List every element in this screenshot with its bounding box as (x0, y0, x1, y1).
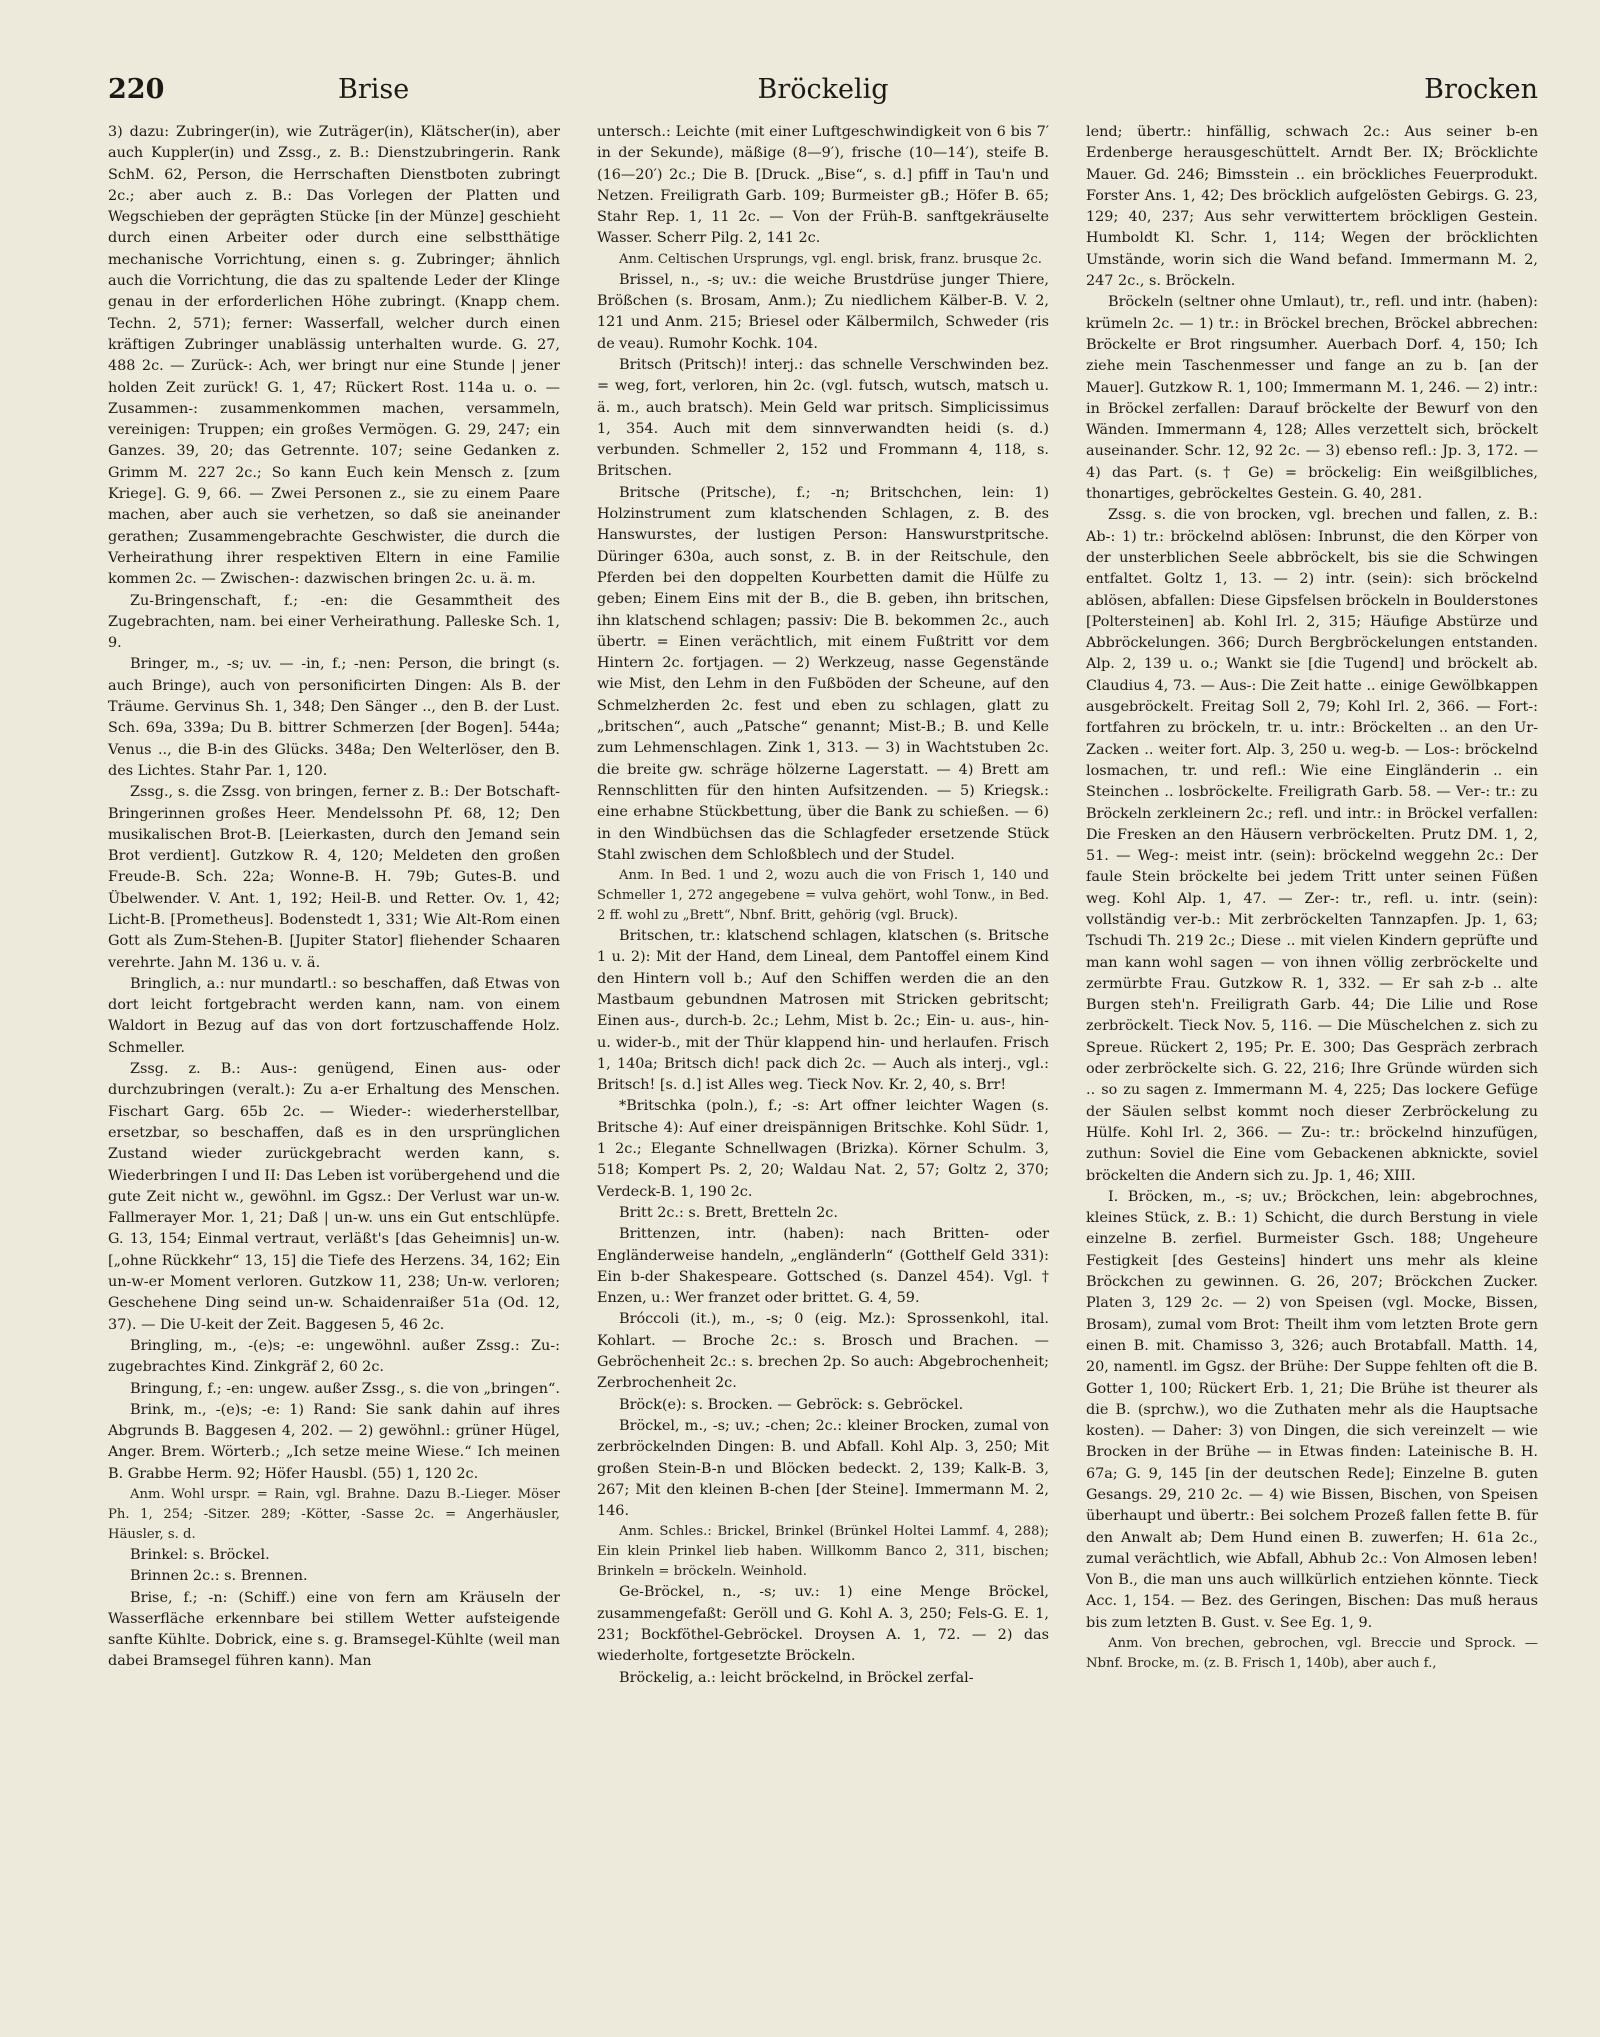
header-guide-word-right: Brocken (1424, 74, 1538, 105)
running-header (108, 74, 1538, 114)
dictionary-entry: Zssg., s. die Zssg. von bringen, ferner z. B.: Der Botschaft-Bringerinnen großes Heer. Mendelssohn Pf. 68, 12; Den musikalischen Brot-B. [Leierkasten, durch den Jemand sein Brot verdient]. Gutzkow R. 4, 120; Meldeten den großen Freude-B. Sch. 22a; Wonne-B. H. 79b; Gutes-B. und Übelwender. V. Ant. 1, 192; Heil-B. und Retter. Ov. 1, 42; Licht-B. [Prometheus]. Bodenstedt 1, 331; Wie Alt-Rom einen Gott als Zum-Stehen-B. [Jupiter Stator] fliehender Schaaren verehrte. Jahn M. 136 u. v. ä. (108, 784, 560, 971)
text-column-left (108, 122, 560, 1673)
dictionary-entry: Bröck(e): s. Brocken. — Gebröck: s. Gebröckel. (619, 1396, 964, 1413)
dictionary-entry: Brink, m., -(e)s; -e: 1) Rand: Sie sank dahin auf ihres Abgrunds B. Baggesen 4, 202. — 2) gewöhnl.: grüner Hügel, Anger. Brem. Wörterb.; „Ich setze meine Wiese.“ Ich meinen B. Grabbe Herm. 92; Höfer Hausbl. (55) 1, 120 2c. (108, 1401, 560, 1482)
dictionary-entry: Ge-Bröckel, n., -s; uv.: 1) eine Menge Bröckel, zusammengefaßt: Geröll und G. Kohl A. 3, 250; Fels-G. E. 1, 231; Bockföthel-Gebröckel. Droysen A. 1, 72. — 2) das wiederholte, fortgesetzte Bröckeln. (597, 1584, 1049, 1665)
dictionary-entry: Brinkel: s. Bröckel. (130, 1547, 270, 1563)
dictionary-entry: Zu-Bringenschaft, f.; -en: die Gesammtheit des Zugebrachten, nam. bei einer Verheirathung. Palleske Sch. 1, 9. (108, 592, 560, 652)
page-number: 220 (108, 74, 165, 105)
dictionary-entry: Zssg. s. die von brocken, vgl. brechen und fallen, z. B.: Ab-: 1) tr.: bröckelnd ablösen: Inbrunst, die den Körper von der unsterblichen Seele abbröckelt, bis sie die Schwingen entfaltet. Goltz 1, 13. — 2) intr. (sein): sich bröckelnd ablösen, abfallen: Diese Gipsfelsen bröckeln in Boulderstones [Poltersteinen] ab. Kohl Irl. 2, 315; Häufige Abstürze und Abbröckelungen. 366; Durch Bergbröckelungen entstanden. Alp. 2, 139 u. o.; Wankt sie [die Tugend] und bröckelt ab. Claudius 4, 73. — Aus-: Die Zeit hatte .. einige Gewölbkappen ausgebröckelt. Freitag Soll 2, 79; Kohl Irl. 2, 366. — Fort-: fortfahren zu bröckeln, tr. u. intr.: Bröckelten .. an den Ur-Zacken .. weiter fort. Alp. 3, 250 u. weg-b. — Los-: bröckelnd losmachen, tr. und refl.: Wie eine Eingländerin .. ein Steinchen .. losbröckelte. Freiligrath Garb. 58. — Ver-: tr.: zu Bröckeln zerkleinern 2c.; refl. und intr.: in Bröckel verfallen: Die Fresken an den Häusern verbröckelten. Prutz DM. 1, 2, 51. — Weg-: meist intr. (sein): bröckelnd weggehn 2c.: Der faule Stein bröckelte bei jedem Tritt unter seinen Füßen weg. Kohl Alp. 1, 47. — Zer-: tr., refl. u. intr. (sein): vollständig ver-b.: Mit zerbröckelten Tannzapfen. Jp. 1, 63; Tschudi Th. 219 2c.; Diese .. mit vielen Kindern geprüfte und man kann wohl sagen — von ihnen völlig zerbröckelte und zermürbte Frau. Gutzkow R. 1, 332. — Er sah z-b .. alte Burgen steh'n. Freiligrath Garb. 44; Die Lilie und Rose zerbröckelt. Tieck Nov. 5, 116. — Die Müschelchen z. sich zu Spreue. Rückert 2, 195; Pr. E. 300; Das Gespräch zerbrach oder zerbröckelte sich. G. 22, 216; Ihre Gründe würden sich .. so zu sagen z. Immermann M. 4, 225; Das lockere Gefüge der Säulen selbst kommt noch dieser Zerbröckelung zu Hülfe. Kohl Irl. 2, 366. — Zu-: tr.: bröckelnd hinzufügen, zuthun: Soviel die Eine vom Gebackenen abknickte, soviel bröckelten die Andern sich zu. Jp. 1, 46; XIII. (1086, 507, 1538, 1184)
dictionary-entry: Britsche (Pritsche), f.; -n; Britschchen, lein: 1) Holzinstrument zum klatschenden Schlagen, z. B. des Hanswurstes, der lustigen Person: Hanswurstpritsche. Düringer 630a, auch sonst, z. B. in der Reitschule, den Pferden bei den doppelten Kourbetten damit die Hülfe zu geben; Einem Eins mit der B., die B. geben, ihn britschen, ihn klatschend schlagen; passiv: Die B. bekommen 2c., auch übertr. = Einen verächtlich, mit einem Fußtritt vor dem Hintern 2c. fortjagen. — 2) Werkzeug, nasse Gegenstände wie Mist, den Lehm in den Fußböden der Scheune, auf den Schmelzherden 2c. fest und eben zu schlagen, glatt zu „britschen“, auch „Patsche“ genannt; Mist-B.; B. und Kelle zum Lehmenschlagen. Zink 1, 313. — 3) in Wachtstuben 2c. die breite gw. schräge hölzerne Lagerstatt. — 4) Brett am Rennschlitten für den hinten Aufsitzenden. — 5) Kriegsk.: eine erhabne Stückbettung, über die Bank zu schießen. — 6) in den Windbüchsen das die Schlagfeder ersetzende Stück Stahl zwischen dem Schloßblech und der Studel. (597, 484, 1049, 863)
dictionary-entry: untersch.: Leichte (mit einer Luftgeschwindigkeit von 6 bis 7′ in der Sekunde), mäßige (8—9′), frische (10—14′), steife B. (16—20′) 2c.; Die B. [Druck. „Bise“, s. d.] pfiff in Tau'n und Netzen. Freiligrath Garb. 109; Burmeister gB.; Höfer B. 65; Stahr Rep. 1, 11 2c. — Von der Früh-B. sanftgekräuselte Wasser. Scherr Pilg. 2, 141 2c. (597, 124, 1049, 247)
dictionary-entry: Britt 2c.: s. Brett, Bretteln 2c. (619, 1204, 838, 1221)
dictionary-entry: Britschen, tr.: klatschend schlagen, klatschen (s. Britsche 1 u. 2): Mit der Hand, dem Lineal, dem Pantoffel einem Kind den Hintern voll b.; Auf den Schiffen werden die an den Mastbaum gebundnen Matrosen mit Stricken gebritscht; Einen aus-, durch-b. 2c.; Lehm, Mist b. 2c.; Ein- u. aus-, hin- u. wider-b., mit der Thür klappend hin- und herlaufen. Frisch 1, 140a; Britsch dich! pack dich 2c. — Auch als interj., vgl.: Britsch! [s. d.] ist Alles weg. Tieck Nov. Kr. 2, 40, s. Brr! (597, 928, 1049, 1094)
dictionary-entry: Bröckeln (seltner ohne Umlaut), tr., refl. und intr. (haben): krümeln 2c. — 1) tr.: in Bröckel brechen, Bröckel abbrechen: Bröckelte er Brot ringsumher. Auerbach Dorf. 4, 150; Ich ziehe mein Taschenmesser und fange an zu b. [an der Mauer]. Gutzkow R. 1, 100; Immermann M. 1, 246. — 2) intr.: in Bröckel zerfallen: Darauf bröckelte der Bewurf von den Wänden. Immermann 4, 128; Alles verzettelt sich, bröckelt auseinander. Schr. 12, 92 2c. — 3) ebenso refl.: Jp. 3, 172. — 4) das Part. (s. † Ge) = bröckelig: Ein weißgilbliches, thonartiges, gebröckeltes Gestein. G. 40, 281. (1086, 294, 1538, 503)
dictionary-entry: Brittenzen, intr. (haben): nach Britten- oder Engländerweise handeln, „engländerln“ (Gotthelf Geld 331): Ein b-der Shakespeare. Gottsched (s. Danzel 454). Vgl. † Enzen, u.: Wer franzet oder brittet. G. 4, 59. (597, 1226, 1049, 1307)
text-column-right (1086, 122, 1538, 1674)
dictionary-entry: Bringlich, a.: nur mundartl.: so beschaffen, daß Etwas von dort leicht fortgebracht werden kann, nam. von einem Waldort in Bezug auf das von dort fortzuschaffende Holz. Schmeller. (108, 975, 560, 1056)
dictionary-entry: Brinnen 2c.: s. Brennen. (130, 1568, 308, 1585)
text-column-middle (597, 122, 1049, 1689)
dictionary-entry: I. Bröcken, m., -s; uv.; Bröckchen, lein: abgebrochnes, kleines Stück, z. B.: 1) Schicht, die durch Berstung in viele einzelne B. zerfiel. Burmeister Gsch. 188; Ungeheure Festigkeit [des Gesteins] hindert uns mehr als kleine Bröckchen zu gewinnen. G. 26, 207; Bröckchen Zucker. Platen 3, 129 2c. — 2) von Speisen (vgl. Mocke, Bissen, Brosam), zumal vom Brot: Theilt ihm vom letzten Brote gern einen B. mit. Chamisso 3, 326; auch Brotabfall. Matth. 14, 20, namentl. im Ggsz. der Brühe: Der Suppe fehlten oft die B. Gotter 1, 100; Rückert Erb. 1, 21; Die Brühe ist theurer als die B. (sprchw.), wo die Zuthaten mehr als die Hauptsache kosten). — Daher: 3) von Dingen, die sich vereinzelt — wie Brocken in der Brühe — in Etwas finden: Lateinische B. H. 67a; G. 9, 145 [in der deutschen Rede]; Einzelne B. guten Gesangs. 29, 210 2c. — 4) wie Bissen, Bischen, von Speisen überhaupt und übertr.: Bei solchem Prozeß fallen fette B. für den Anwalt ab; Dem Hund einen B. zuwerfen; H. 61a 2c., zumal verächtlich, wie Abfall, Abhub 2c.: Von Almosen leben! Von B., die man uns auch willkürlich entziehen könnte. Tieck Acc. 1, 154. — Bez. des Geringen, Bischen: Das muß heraus bis zum letzten B. Gust. v. See Eg. 1, 9. (1086, 1188, 1538, 1631)
header-guide-word-center: Bröckelig (757, 74, 889, 105)
dictionary-entry: Bróccoli (it.), m., -s; 0 (eig. Mz.): Sprossenkohl, ital. Kohlart. — Broche 2c.: s. Brosch und Brachen. — Gebröchenheit 2c.: s. brechen 2p. So auch: Abgebrochenheit; Zerbrochenheit 2c. (597, 1311, 1049, 1392)
dictionary-entry: *Britschka (poln.), f.; -s: Art offner leichter Wagen (s. Britsche 4): Auf einer dreispännigen Britschke. Kohl Südr. 1, 1 2c.; Elegante Schnellwagen (Brizka). Körner Schulm. 3, 518; Kompert Ps. 2, 20; Waldau Nat. 2, 57; Goltz 2, 370; Verdeck-B. 1, 190 2c. (597, 1098, 1049, 1200)
annotation-paragraph: Anm. Schles.: Brickel, Brinkel (Brünkel Holtei Lammf. 4, 288); Ein klein Prinkel lieb haben. Willkomm Banco 2, 311, bischen; Brinkeln = bröckeln. Weinhold. (597, 1524, 1049, 1580)
annotation-paragraph: Anm. Celtischen Ursprungs, vgl. engl. brisk, franz. brusque 2c. (619, 251, 1042, 267)
annotation-paragraph: Anm. In Bed. 1 und 2, wozu auch die von Frisch 1, 140 und Schmeller 1, 272 angegebene = vulva gehört, wohl Tonw., in Bed. 2 ff. wohl zu „Brett“, Nbnf. Britt, gehörig (vgl. Bruck). (597, 868, 1049, 924)
header-guide-word-left: Brise (338, 74, 410, 105)
dictionary-entry: Brissel, n., -s; uv.: die weiche Brustdrüse junger Thiere, Brößchen (s. Brosam, Anm.); Zu niedlichem Kälber-B. V. 2, 121 und Anm. 215; Briesel oder Kälbermilch, Schweder (ris de veau). Rumohr Kochk. 104. (597, 271, 1049, 352)
dictionary-entry: Bringung, f.; -en: ungew. außer Zssg., s. die von „bringen“. (130, 1380, 560, 1397)
dictionary-entry: Bringer, m., -s; uv. — -in, f.; -nen: Person, die bringt (s. auch Bringe), auch von personificirten Dingen: Als B. der Träume. Gervinus Sh. 1, 348; Den Sänger .., den B. der Lust. Sch. 69a, 339a; Du B. bittrer Schmerzen [der Bogen]. 544a; Venus .., die B-in des Glücks. 348a; Den Welterlöser, den B. des Lichtes. Stahr Par. 1, 120. (108, 656, 560, 779)
dictionary-entry: Brise, f.; -n: (Schiff.) eine von fern am Kräuseln der Wasserfläche erkennbare bei stillem Wetter aufsteigende sanfte Kühlte. Dobrick, eine s. g. Bramsegel-Kühlte (weil man dabei Bramsegel führen kann). Man (108, 1589, 560, 1670)
dictionary-entry: lend; übertr.: hinfällig, schwach 2c.: Aus seiner b-en Erdenberge herausgeschüttelt. Arndt Ber. IX; Bröcklichte Mauer. Gd. 246; Bimsstein .. ein bröckliches Feuerprodukt. Forster Ans. 1, 42; Des bröcklich aufgelösten Gebirgs. G. 23, 129; 40, 237; Aus sehr verwittertem bröckligen Gestein. Humboldt Kl. Schr. 1, 114; Wegen der bröcklichten Umstände, worin sich die Wand befand. Immermann M. 2, 247 2c., s. Bröckeln. (1086, 124, 1538, 290)
dictionary-entry: Bringling, m., -(e)s; -e: ungewöhnl. außer Zssg.: Zu-: zugebrachtes Kind. Zinkgräf 2, 60 2c. (108, 1337, 560, 1376)
annotation-paragraph: Anm. Von brechen, gebrochen, vgl. Breccie und Sprock. — Nbnf. Brocke, m. (z. B. Frisch 1, 140b), aber auch f., (1086, 1636, 1538, 1672)
dictionary-entry: Bröckelig, a.: leicht bröckelnd, in Bröckel zerfal- (619, 1669, 974, 1686)
dictionary-entry: Britsch (Pritsch)! interj.: das schnelle Verschwinden bez. = weg, fort, verloren, hin 2c. (vgl. futsch, wutsch, matsch u. ä. m., auch bratsch). Mein Geld war pritsch. Simplicissimus 1, 354. Auch mit dem sinnverwandten heidi (s. d.) verbunden. Schmeller 2, 152 und Frommann 4, 118, s. Britschen. (597, 356, 1049, 480)
dictionary-entry: Zssg. z. B.: Aus-: genügend, Einen aus- oder durchzubringen (veralt.): Zu a-er Erhaltung des Menschen. Fischart Garg. 65b 2c. — Wieder-: wiederherstellbar, ersetzbar, so beschaffen, daß es in den ursprünglichen Zustand wieder zurückgebracht werden kann, s. Wiederbringen I und II: Das Leben ist vorübergehend und die gute Zeit nicht w., gewöhnl. im Ggsz.: Der Verlust war un-w. Fallmerayer Mor. 1, 21; Daß | un-w. uns ein Gut entschlüpfe. G. 13, 154; Einmal vertraut, verläßt's [das Geheimnis] un-w. [„ohne Rückkehr“ 13, 15] die Tiefe des Herzens. 34, 162; Ein un-w-er Moment verloren. Gutzkow 11, 238; Un-w. verloren; Geschehene Ding seind un-w. Schaidenraißer 51a (Od. 12, 37). — Die U-keit der Zeit. Baggesen 5, 46 2c. (108, 1061, 561, 1333)
dictionary-entry: 3) dazu: Zubringer(in), wie Zuträger(in), Klätscher(in), aber auch Kuppler(in) und Zssg., z. B.: Dienstzubringerin. Rank SchM. 62, Person, die Herrschaften Dienstboten zubringt 2c.; aber auch z. B.: Das Vorlegen der Platten und Wegschieben der geprägten Stücke [in der Münze] geschieht durch einen Arbeiter oder durch eine selbstthätige mechanische Vorrichtung, einen s. g. Zubringer; ähnlich auch die Vorrichtung, die das zu spaltende Leder der Klinge genau in der erforderlichen Höhe zubringt. (Knapp chem. Techn. 2, 571); ferner: Wasserfall, welcher durch einen kräftigen Zubringer unablässig unterhalten wurde. G. 27, 488 2c. — Zurück-: Ach, wer bringt nur eine Stunde | jener holden Zeit zurück! G. 1, 47; Rückert Rost. 114a u. o. — Zusammen-: zusammenkommen machen, versammeln, vereinigen: Truppen; ein großes Vermögen. G. 29, 247; ein Ganzes. 39, 20; das Getrennte. 107; seine Gedanken z. Grimm M. 227 2c.; So kann Euch kein Mensch z. [zum Kriege]. G. 9, 66. — Zwei Personen z., sie zu einem Paare machen, aber auch sie verhetzen, so daß sie aneinander gerathen; Zusammengebrachte Geschwister, die durch die Verheirathung ihrer respektiven Eltern in eine Familie kommen 2c. — Zwischen-: dazwischen bringen 2c. u. ä. m. (108, 124, 560, 588)
dictionary-entry: Bröckel, m., -s; uv.; -chen; 2c.: kleiner Brocken, zumal von zerbröckelnden Dingen: B. und Abfall. Kohl Alp. 3, 250; Mit großen Stein-B-n und Blöcken bedeckt. 2, 139; Kalk-B. 3, 267; Mit den kleinen B-chen [der Steine]. Immermann M. 2, 146. (597, 1417, 1049, 1520)
annotation-paragraph: Anm. Wohl urspr. = Rain, vgl. Brahne. Dazu B.-Lieger. Möser Ph. 1, 254; -Sitzer. 289; -Kötter, -Sasse 2c. = Angerhäusler, Häusler, s. d. (108, 1487, 560, 1542)
